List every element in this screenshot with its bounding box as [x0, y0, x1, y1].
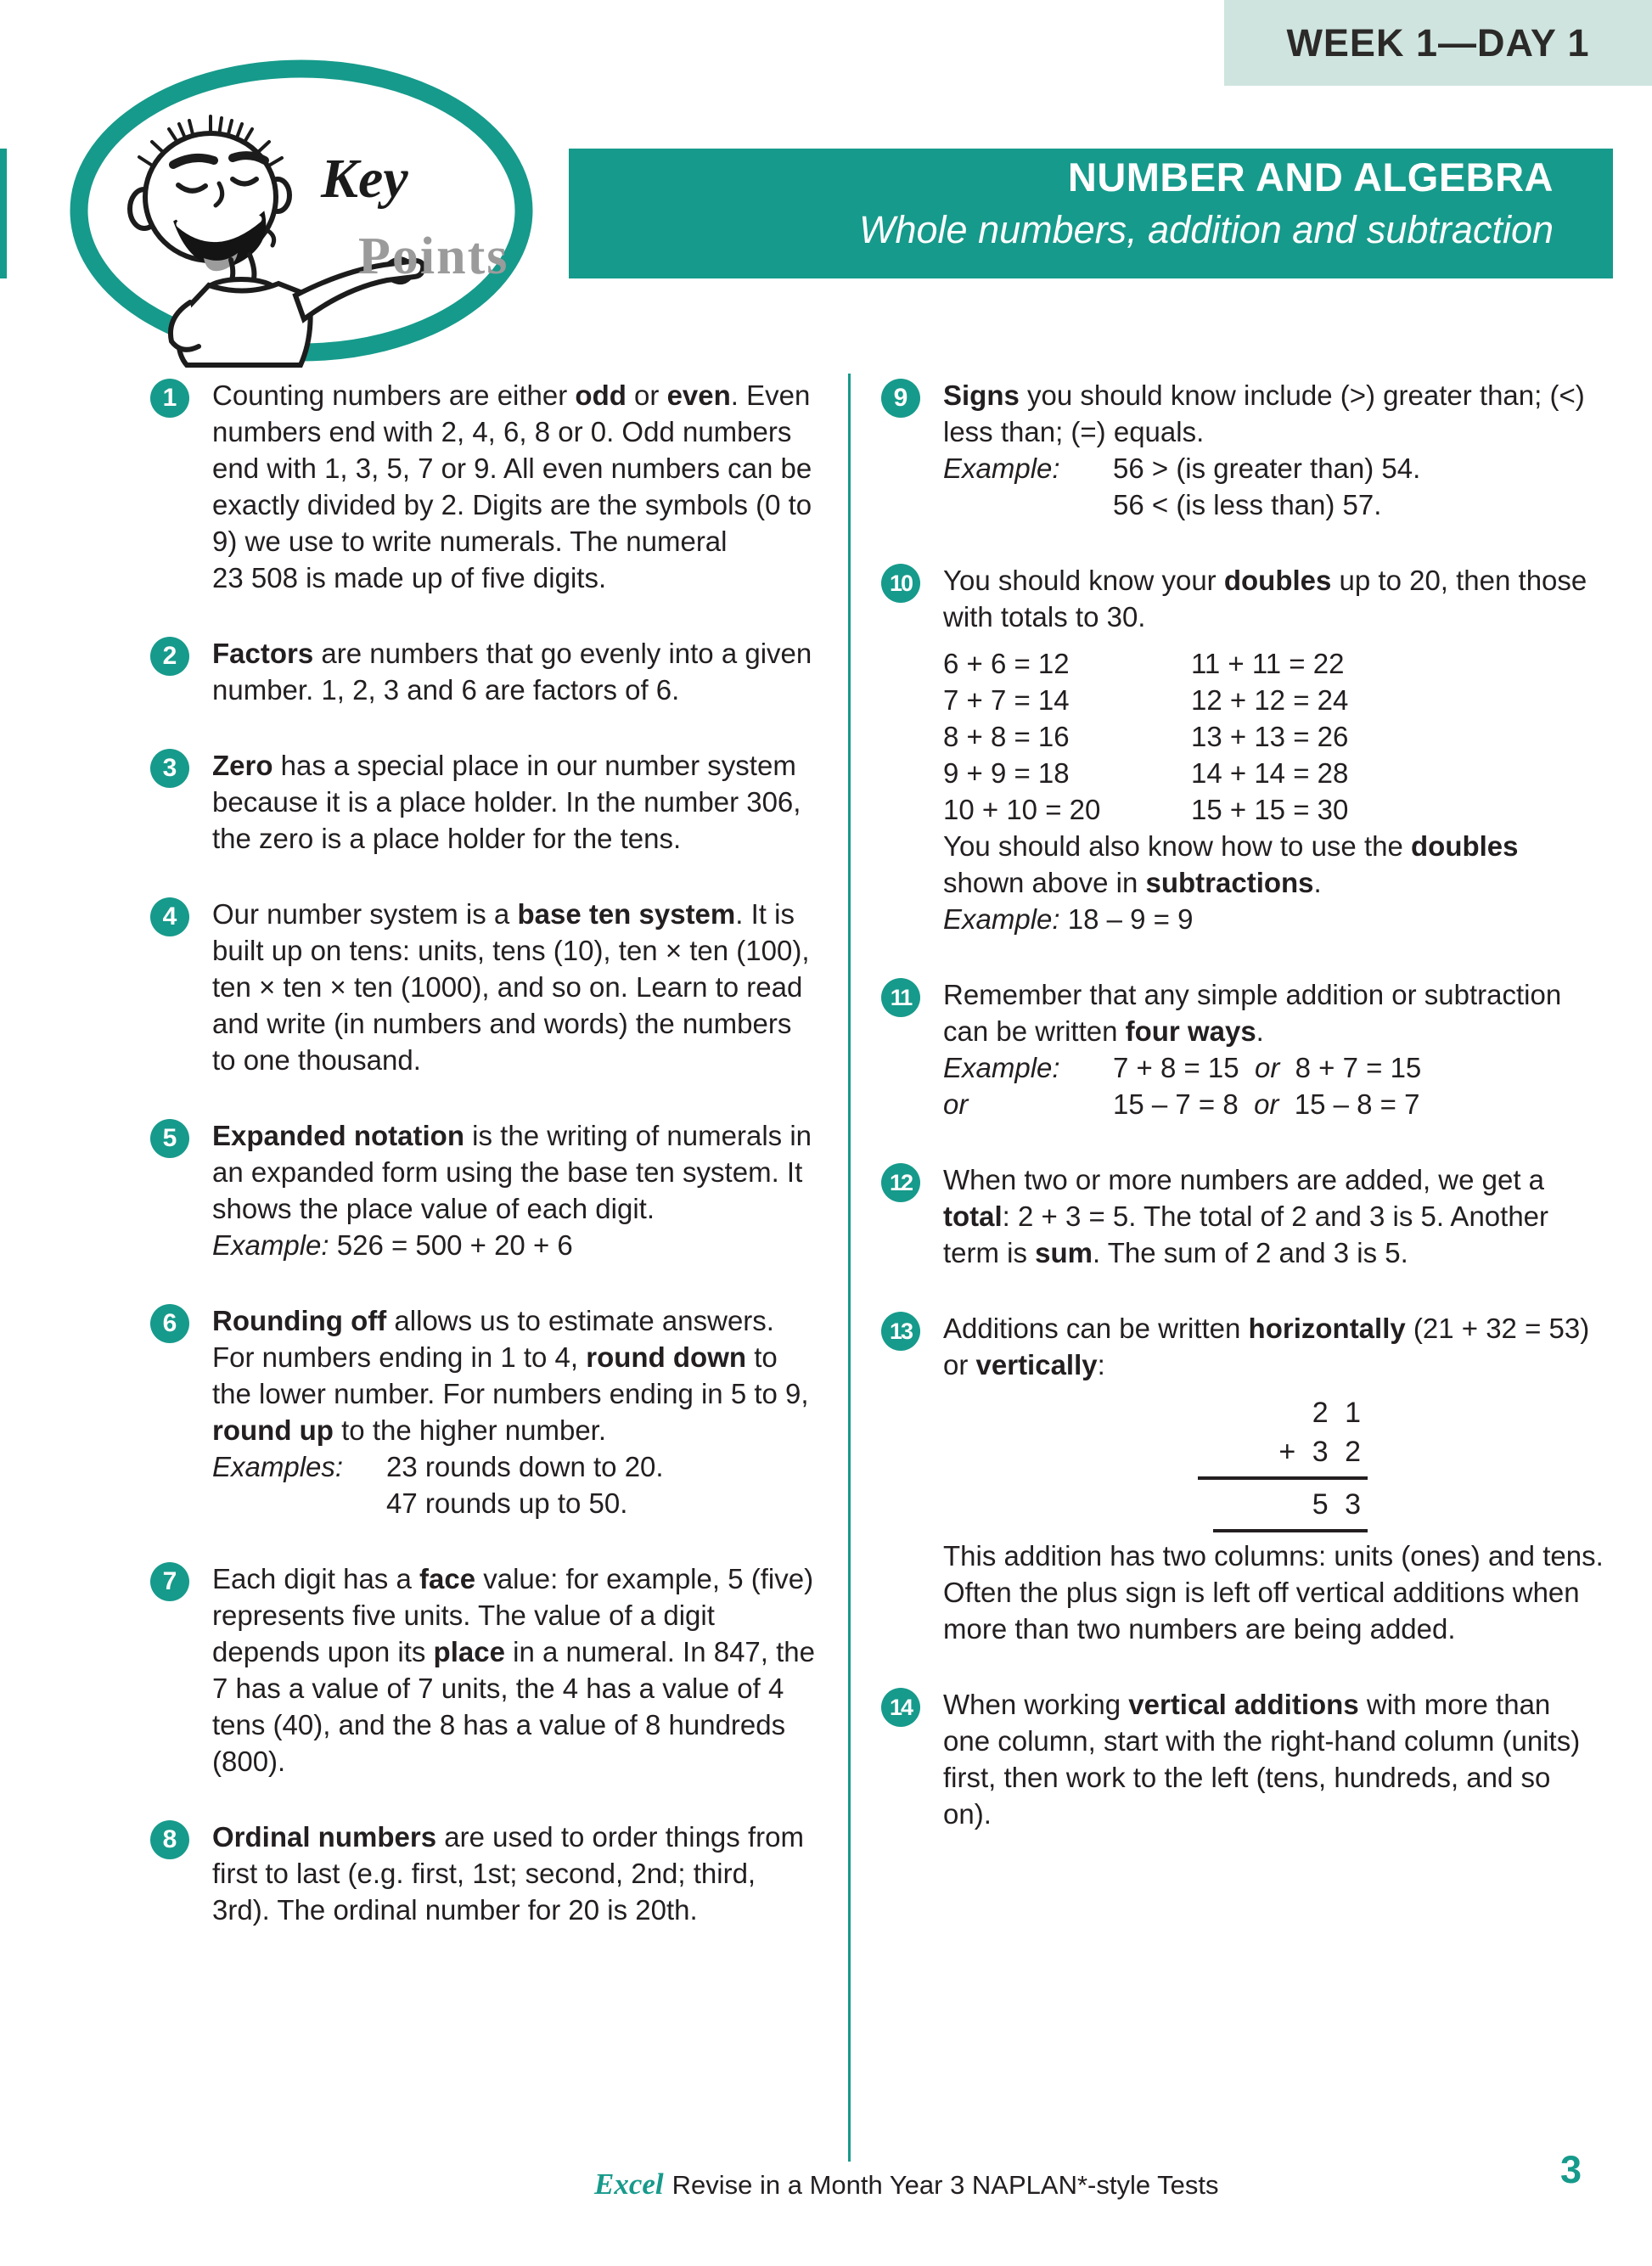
- key-point-12: [881, 1161, 1604, 1271]
- point-text: When two or more numbers are added, we get a total: 2 + 3 = 5. The total of 2 and 3 is 5. Another term is sum. The sum of 2 and 3 is 5.: [943, 1164, 1549, 1268]
- point-body: [943, 562, 1604, 937]
- key-point-9: [881, 377, 1604, 523]
- example-row: [943, 1086, 1604, 1122]
- point-text: Expanded notation is the writing of numerals in an expanded form using the base ten system. It shows the place value of each digit.: [212, 1120, 812, 1224]
- key-point-6: [150, 1302, 819, 1521]
- vadd-sum-row: 5 3: [1312, 1488, 1361, 1521]
- point-number-badge: 14: [881, 1688, 920, 1727]
- key-point-11: [881, 976, 1604, 1122]
- right-column: [881, 377, 1604, 1871]
- point-number-badge: 12: [881, 1163, 920, 1202]
- point-text: When working vertical additions with more than one column, start with the right-hand column (units) first, then work to the left (tens, hundreds, and so on).: [943, 1689, 1581, 1830]
- week-day-label: WEEK 1—DAY 1: [1286, 21, 1590, 65]
- example-value: 56 < (is less than) 57.: [1113, 489, 1382, 520]
- doubles-cell: 7 + 7 = 14: [943, 684, 1070, 716]
- point-body: [212, 747, 819, 857]
- point-body: [212, 896, 819, 1078]
- example-label: Example:: [943, 453, 1060, 484]
- example-row: [212, 1485, 819, 1521]
- point-text: Remember that any simple addition or subtraction can be written four ways.: [943, 979, 1562, 1047]
- key-point-10: [881, 562, 1604, 937]
- doubles-cell: 9 + 9 = 18: [943, 757, 1070, 789]
- vadd-row: + 3 2: [1278, 1436, 1361, 1468]
- example-block: [212, 1448, 819, 1521]
- point-body: [943, 377, 1604, 523]
- point-text: This addition has two columns: units (ones) and tens. Often the plus sign is left off vertical additions when more than two numbers are being added.: [943, 1540, 1604, 1645]
- doubles-cell: 14 + 14 = 28: [1191, 757, 1349, 789]
- key-point-13: [881, 1310, 1604, 1647]
- key-point-5: [150, 1117, 819, 1263]
- point-number-badge: 3: [150, 749, 189, 788]
- point-text: Counting numbers are either odd or even. Even numbers end with 2, 4, 6, 8 or 0. Odd numbers end with 1, 3, 5, 7 or 9. All even numbers can be exactly divided by 2. Digits are the symbols (0 to 9) we use to write numerals. The numeral 23 508 is made up of five digits.: [212, 380, 812, 593]
- doubles-table: [943, 645, 1604, 828]
- vadd-rule: [1213, 1529, 1368, 1532]
- point-number-badge: 4: [150, 897, 189, 936]
- example-label: or: [943, 1088, 969, 1120]
- point-text: You should know your doubles up to 20, then those with totals to 30.: [943, 565, 1587, 633]
- example-label: [943, 486, 1113, 523]
- logo-word-points: Points: [358, 228, 509, 285]
- vertical-addition: [1198, 1393, 1368, 1532]
- section-header: [859, 154, 1554, 254]
- key-point-14: [881, 1686, 1604, 1832]
- point-number-badge: 9: [881, 379, 920, 418]
- point-text: Additions can be written horizontally (21 + 32 = 53) or vertically:: [943, 1313, 1590, 1380]
- doubles-cell: 6 + 6 = 12: [943, 648, 1070, 679]
- point-text: Our number system is a base ten system. It is built up on tens: units, tens (10), ten × ten (100), ten × ten × ten (1000), and so on. Learn to read and write (in numbers and words) the numbers to one thousand.: [212, 898, 810, 1076]
- point-text: You should also know how to use the doubles shown above in subtractions.: [943, 830, 1519, 898]
- point-number-badge: 10: [881, 564, 920, 603]
- section-title: NUMBER AND ALGEBRA: [1067, 155, 1554, 200]
- footer: [594, 2168, 1219, 2202]
- point-number-badge: 5: [150, 1119, 189, 1158]
- point-number-badge: 13: [881, 1312, 920, 1351]
- example-row: [212, 1448, 819, 1485]
- page-number: 3: [1560, 2148, 1582, 2191]
- example-block: [943, 901, 1604, 937]
- vadd-rule: [1198, 1476, 1368, 1480]
- point-text: Factors are numbers that go evenly into a given number. 1, 2, 3 and 6 are factors of 6.: [212, 638, 812, 706]
- example-line: Example: 526 = 500 + 20 + 6: [212, 1229, 573, 1261]
- point-number-badge: 1: [150, 379, 189, 418]
- point-body: [943, 1161, 1604, 1271]
- section-subtitle: Whole numbers, addition and subtraction: [859, 208, 1554, 251]
- point-number-badge: 2: [150, 637, 189, 676]
- footer-title: Revise in a Month Year 3 NAPLAN*-style Tests: [671, 2170, 1219, 2200]
- example-value: 7 + 8 = 15 or 8 + 7 = 15: [1113, 1052, 1422, 1083]
- point-body: [943, 1310, 1604, 1647]
- point-body: [212, 377, 819, 596]
- week-day-banner: [1224, 0, 1652, 86]
- key-point-4: [150, 896, 819, 1078]
- logo-word-key: Key: [321, 148, 408, 210]
- point-body: [212, 1302, 819, 1521]
- key-point-1: [150, 377, 819, 596]
- point-number-badge: 8: [150, 1820, 189, 1859]
- doubles-cell: 12 + 12 = 24: [1191, 684, 1349, 716]
- column-divider: [848, 374, 851, 2162]
- example-line: Example: 18 – 9 = 9: [943, 903, 1194, 935]
- point-number-badge: 6: [150, 1304, 189, 1343]
- key-point-7: [150, 1560, 819, 1780]
- point-body: [943, 1686, 1604, 1832]
- key-point-2: [150, 635, 819, 708]
- point-text: Each digit has a face value: for example, 5 (five) represents five units. The value of a digit depends upon its place in a numeral. In 847, the 7 has a value of 7 units, the 4 has a value of 4 tens (40), and the 8 has a value of 8 hundreds (800).: [212, 1563, 815, 1777]
- point-body: [212, 635, 819, 708]
- vadd-row: 2 1: [1312, 1397, 1361, 1429]
- doubles-cell: 13 + 13 = 26: [1191, 721, 1349, 752]
- point-body: [943, 976, 1604, 1122]
- point-text: Rounding off allows us to estimate answers. For numbers ending in 1 to 4, round down to the lower number. For numbers ending in 5 to 9, round up to the higher number.: [212, 1305, 809, 1446]
- example-label: Example:: [943, 1052, 1060, 1083]
- example-block: [212, 1227, 819, 1263]
- key-points-logo: [66, 54, 545, 370]
- example-block: [943, 1049, 1604, 1122]
- key-point-8: [150, 1819, 819, 1928]
- footer-brand: Excel: [594, 2168, 664, 2201]
- left-column: [150, 377, 819, 1967]
- point-text: Zero has a special place in our number system because it is a place holder. In the number 306, the zero is a place holder for the tens.: [212, 750, 801, 854]
- example-row: [943, 486, 1604, 523]
- key-point-3: [150, 747, 819, 857]
- example-block: [943, 450, 1604, 523]
- example-label: Example:: [943, 903, 1060, 935]
- example-label: Examples:: [212, 1451, 344, 1482]
- example-value: 23 rounds down to 20.: [386, 1451, 664, 1482]
- point-body: [212, 1117, 819, 1263]
- doubles-cell: 15 + 15 = 30: [1191, 794, 1349, 825]
- point-body: [212, 1560, 819, 1780]
- doubles-cell: 11 + 11 = 22: [1191, 648, 1345, 679]
- example-row: [943, 1049, 1604, 1086]
- example-label: Example:: [212, 1229, 329, 1261]
- point-text: Signs you should know include (>) greater than; (<) less than; (=) equals.: [943, 380, 1585, 447]
- example-value: 56 > (is greater than) 54.: [1113, 453, 1421, 484]
- point-text: Ordinal numbers are used to order things from first to last (e.g. first, 1st; second, 2nd; third, 3rd). The ordinal number for 20 is 20th.: [212, 1821, 804, 1926]
- example-row: [943, 450, 1604, 486]
- example-label: [212, 1485, 386, 1521]
- doubles-cell: 10 + 10 = 20: [943, 794, 1101, 825]
- example-value: 15 – 7 = 8 or 15 – 8 = 7: [1113, 1088, 1420, 1120]
- point-number-badge: 11: [881, 978, 920, 1017]
- point-number-badge: 7: [150, 1562, 189, 1601]
- point-body: [212, 1819, 819, 1928]
- example-value: 47 rounds up to 50.: [386, 1487, 628, 1519]
- doubles-cell: 8 + 8 = 16: [943, 721, 1070, 752]
